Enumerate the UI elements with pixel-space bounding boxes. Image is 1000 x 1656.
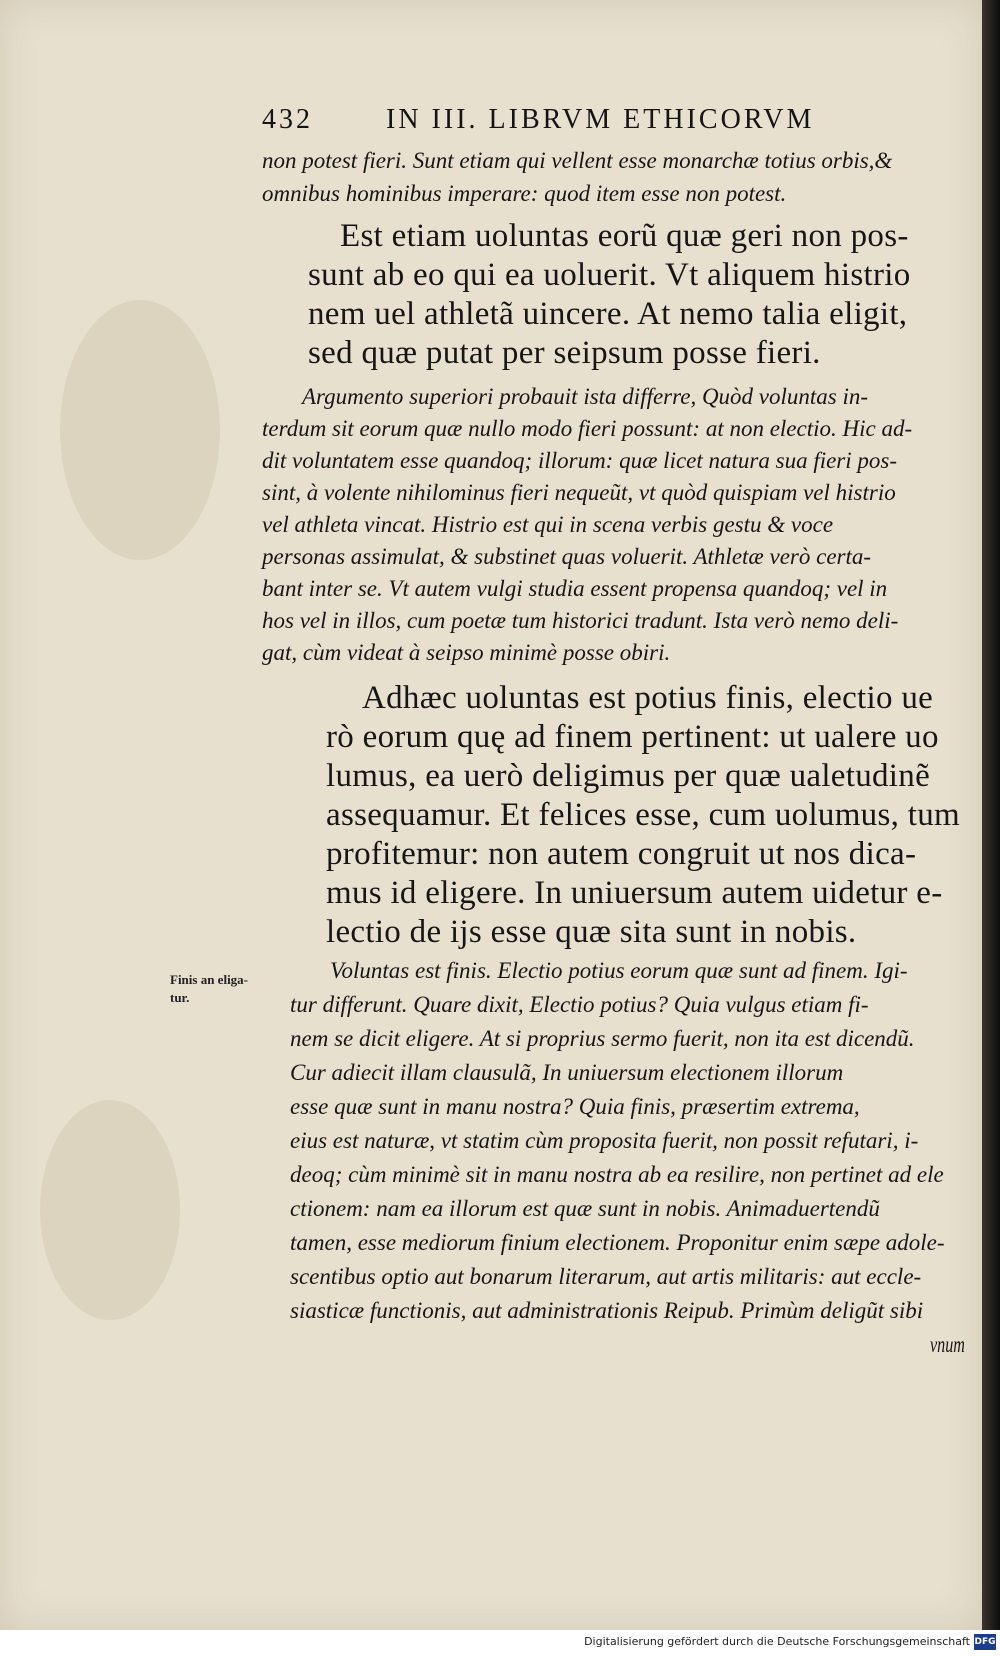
text-line: ctionem: nam ea illorum est quæ sunt in nobis. Animaduertendũ: [290, 1196, 880, 1221]
text-line: rò eorum quę ad finem pertinent: ut ualere uo: [326, 719, 939, 755]
text-line: omnibus hominibus imperare: quod item esse non potest.: [262, 181, 787, 206]
funding-credit: Digitalisierung gefördert durch die Deutsche Forschungsgemeinschaft: [584, 1635, 970, 1648]
paper-stain: [40, 1100, 180, 1320]
text-line: mus id eligere. In uniuersum autem uidetur e-: [326, 875, 943, 911]
text-line: terdum sit eorum quæ nullo modo fieri possunt: at non electio. Hic ad-: [262, 416, 913, 441]
text-line: deoq; cùm minimè sit in manu nostra ab ea resilire, non pertinet ad ele: [290, 1162, 944, 1187]
text-line: sed quæ putat per seipsum posse fieri.: [308, 335, 821, 371]
text-line: sunt ab eo qui ea uoluerit. Vt aliquem histrio: [308, 257, 911, 293]
book-edge: [982, 0, 1000, 1630]
text-line: scentibus optio aut bonarum literarum, aut artis militaris: aut eccle-: [290, 1264, 922, 1289]
text-line: Voluntas est finis. Electio potius eorum quæ sunt ad finem. Igi-: [330, 958, 908, 983]
text-line: Est etiam uoluntas eorũ quæ geri non pos-: [340, 218, 909, 254]
footer-bar: [0, 1630, 1000, 1656]
page-number: 432: [262, 104, 313, 135]
text-line: gat, cùm videat à seipso minimè posse obiri.: [262, 640, 671, 665]
text-line: dit voluntatem esse quandoq; illorum: quæ licet natura sua fieri pos-: [262, 448, 898, 473]
text-line: lectio de ijs esse quæ sita sunt in nobis.: [326, 914, 857, 950]
catchword: vnum: [930, 1332, 965, 1357]
text-line: profitemur: non autem congruit ut nos dica-: [326, 836, 917, 872]
text-line: personas assimulat, & substinet quas voluerit. Athletæ verò certa-: [262, 544, 872, 569]
text-line: tur differunt. Quare dixit, Electio potius? Quia vulgus etiam fi-: [290, 992, 869, 1017]
text-line: vel athleta vincat. Histrio est qui in scena verbis gestu & voce: [262, 512, 834, 537]
margin-note: Finis an eliga-: [170, 972, 249, 987]
text-line: nem se dicit eligere. At si proprius sermo fuerit, non ita est dicendũ.: [290, 1026, 915, 1051]
text-line: nem uel athletã uincere. At nemo talia eligit,: [308, 296, 908, 332]
text-line: esse quæ sunt in manu nostra? Quia finis, præsertim extrema,: [290, 1094, 860, 1119]
text-line: lumus, ea uerò deligimus per quæ ualetudinẽ: [326, 758, 931, 794]
paper-stain: [60, 300, 220, 560]
text-line: siasticæ functionis, aut administrationis Reipub. Primùm deligũt sibi: [290, 1298, 924, 1323]
margin-note: tur.: [170, 990, 190, 1005]
text-line: eius est naturæ, vt statim cùm proposita fuerit, non possit refutari, i-: [290, 1128, 919, 1153]
text-line: hos vel in illos, cum poetæ tum historici tradunt. Ista verò nemo deli-: [262, 608, 899, 633]
running-head: IN III. LIBRVM ETHICORVM: [386, 104, 815, 135]
text-line: Cur adiecit illam clausulã, In uniuersum electionem illorum: [290, 1060, 844, 1085]
text-line: sint, à volente nihilominus fieri nequeũt, vt quòd quispiam vel histrio: [262, 480, 896, 505]
text-line: Adhæc uoluntas est potius finis, electio ue: [362, 680, 934, 716]
page-header: [262, 100, 892, 140]
dfg-logo-icon: DFG: [974, 1634, 996, 1650]
text-line: Argumento superiori probauit ista differre, Quòd voluntas in-: [302, 384, 869, 409]
text-line: tamen, esse mediorum finium electionem. Proponitur enim sæpe adole-: [290, 1230, 945, 1255]
text-line: assequamur. Et felices esse, cum uolumus, tum: [326, 797, 960, 833]
text-line: non potest fieri. Sunt etiam qui vellent esse monarchæ totius orbis,&: [262, 148, 893, 173]
text-line: bant inter se. Vt autem vulgi studia essent propensa quandoq; vel in: [262, 576, 888, 601]
